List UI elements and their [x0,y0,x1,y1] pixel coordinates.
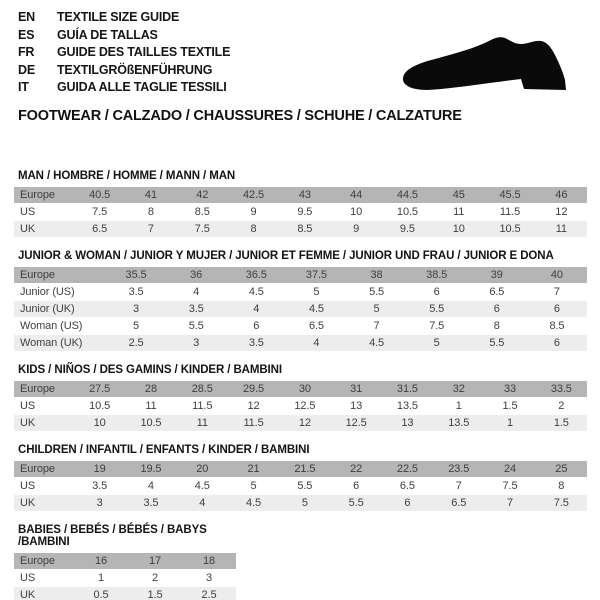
size-cell: 11.5 [192,400,213,412]
size-cell: 7 [455,480,462,492]
size-cell: 5 [433,337,440,349]
size-cell: 3.5 [188,303,204,315]
size-cell: 1.5 [147,589,163,600]
table-title: MAN / HOMBRE / HOMME / MANN / MAN [18,170,236,182]
size-cell: 5.5 [489,337,505,349]
size-cell: 6.5 [489,286,505,298]
size-cell: 35.5 [125,269,147,281]
language-line-it [18,79,230,97]
row-label: Woman (UK) [20,337,83,349]
size-cell: 45.5 [499,189,521,201]
size-cell: 1.5 [502,400,518,412]
row-label: Europe [20,269,55,281]
size-cell: 6 [404,497,411,509]
size-cell: 3 [133,303,140,315]
language-label: TEXTILGRÖßENFÜHRUNG [57,62,213,77]
size-cell: 13.5 [396,400,418,412]
language-line-es [18,27,230,45]
size-cell: 7.5 [553,497,569,509]
size-cell: 36 [190,269,203,281]
size-cell: 2.5 [201,589,217,600]
size-cell: 6 [553,303,560,315]
size-cell: 4.5 [308,303,324,315]
size-cell: 8.5 [549,320,565,332]
size-cell: 7 [553,286,560,298]
size-cell: 3 [205,572,213,584]
size-cell: 11 [453,206,465,218]
size-cell: 31 [350,383,363,395]
size-cell: 32 [452,383,465,395]
table-header-row [14,553,236,569]
size-cell: 33 [504,383,517,395]
size-cell: 4.5 [194,480,210,492]
size-cell: 4.5 [248,286,264,298]
size-cell: 22 [350,463,363,475]
size-cell: 1 [97,572,105,584]
size-cell: 11.5 [499,206,521,218]
size-cell: 44 [350,189,363,201]
size-cell: 4 [253,303,260,315]
size-cell: 6.5 [308,320,324,332]
language-label: GUIDE DES TAILLES TEXTILE [57,45,231,60]
size-cell: 2.5 [128,337,144,349]
size-cell: 37.5 [305,269,327,281]
size-cell: 46 [555,189,568,201]
row-label: Woman (US) [20,320,83,332]
size-cell: 40 [550,269,563,281]
size-cell: 2 [151,572,159,584]
size-cell: 7 [147,223,154,235]
size-cell: 5 [313,286,320,298]
size-cell: 7.5 [502,480,518,492]
table-row [14,587,236,600]
size-cell: 6.5 [92,223,108,235]
size-cell: 4.5 [246,497,262,509]
row-label: US [20,400,36,412]
size-table [14,250,587,351]
size-cell: 42 [196,189,209,201]
size-table [14,524,236,600]
size-cell: 7.5 [429,320,445,332]
size-cell: 7 [373,320,380,332]
size-cell: 28.5 [191,383,213,395]
table-header-row [14,381,587,397]
size-cell: 10 [93,417,106,429]
size-cell: 8 [147,206,154,218]
table-row [14,284,587,300]
size-cell: 17 [148,555,162,567]
category-title: FOOTWEAR / CALZADO / CHAUSSURES / SCHUHE / CALZATURE [18,108,462,124]
size-cell: 43 [298,189,311,201]
language-code: DE [18,62,35,77]
size-cell: 5 [250,480,257,492]
row-label: Junior (UK) [20,303,75,315]
size-cell: 5 [133,320,140,332]
size-cell: 4.5 [369,337,385,349]
size-cell: 18 [202,555,216,567]
size-cell: 22.5 [396,463,418,475]
size-cell: 42.5 [243,189,265,201]
size-cell: 13 [401,417,414,429]
size-cell: 38.5 [426,269,448,281]
size-cell: 33.5 [550,383,572,395]
size-cell: 16 [94,555,108,567]
size-cell: 7.5 [194,223,210,235]
size-cell: 39 [490,269,503,281]
size-cell: 10.5 [89,400,111,412]
row-label: UK [20,417,36,429]
size-cell: 5.5 [297,480,313,492]
table-row [14,495,587,511]
size-cell: 5 [301,497,308,509]
size-cell: 6 [353,480,360,492]
size-cell: 25 [555,463,568,475]
size-cell: 10 [350,206,363,218]
size-cell: 10.5 [396,206,418,218]
language-label: TEXTILE SIZE GUIDE [57,10,180,24]
size-cell: 8.5 [297,223,313,235]
size-cell: 28 [144,383,157,395]
size-cell: 5 [373,303,380,315]
size-cell: 45 [452,189,465,201]
table-title: JUNIOR & WOMAN / JUNIOR Y MUJER / JUNIOR ET FEMME / JUNIOR UND FRAU / JUNIOR E DONA [18,250,554,262]
size-cell: 8 [493,320,500,332]
size-cell: 12 [298,417,311,429]
table-row [14,204,587,220]
size-cell: 5.5 [348,497,364,509]
size-cell: 12.5 [294,400,316,412]
size-cell: 12 [247,400,260,412]
table-row [14,335,587,351]
size-cell: 3.5 [143,497,159,509]
size-cell: 4 [199,497,206,509]
language-line-fr [18,44,230,62]
table-title: BABIES / BEBÉS / BÉBÉS / BABYS /BAMBINI [18,524,207,548]
size-cell: 11 [196,417,208,429]
size-cell: 21.5 [294,463,316,475]
size-cell: 36.5 [245,269,267,281]
size-cell: 8 [558,480,565,492]
size-cell: 38 [370,269,383,281]
size-cell: 19.5 [140,463,162,475]
size-cell: 4 [147,480,154,492]
size-tables [14,170,587,600]
size-cell: 13.5 [448,417,470,429]
size-cell: 21 [247,463,260,475]
size-cell: 9 [353,223,360,235]
table-row [14,570,236,586]
size-cell: 13 [350,400,363,412]
size-cell: 30 [298,383,311,395]
row-label: Europe [20,383,55,395]
table-title: CHILDREN / INFANTIL / ENFANTS / KINDER / BAMBINI [18,444,310,456]
size-cell: 27.5 [89,383,111,395]
size-cell: 40.5 [89,189,111,201]
row-label: UK [20,223,36,235]
size-cell: 41 [144,189,157,201]
row-label: Europe [20,555,55,567]
size-cell: 9.5 [399,223,415,235]
table-row [14,318,587,334]
size-cell: 31.5 [396,383,418,395]
size-cell: 10.5 [140,417,162,429]
size-cell: 12 [555,206,568,218]
language-code: FR [18,45,35,60]
size-table [14,364,587,431]
size-cell: 5.5 [188,320,204,332]
size-cell: 3.5 [92,480,108,492]
dress-shoe-icon [395,22,575,97]
language-label: GUIDA ALLE TAGLIE TESSILI [57,80,227,95]
language-code: EN [18,10,35,24]
table-title: KIDS / NIÑOS / DES GAMINS / KINDER / BAMBINI [18,364,282,376]
language-line-de [18,62,230,80]
row-label: US [20,480,36,492]
size-cell: 11 [145,400,157,412]
table-row [14,415,587,431]
language-title-block [18,9,230,97]
size-cell: 12.5 [345,417,367,429]
row-label: Europe [20,189,55,201]
size-table [14,444,587,511]
size-cell: 1 [455,400,462,412]
size-cell: 7.5 [92,206,108,218]
size-cell: 19 [93,463,106,475]
size-cell: 7 [507,497,514,509]
size-cell: 10.5 [499,223,521,235]
table-row [14,301,587,317]
size-cell: 24 [504,463,517,475]
row-label: UK [20,589,36,600]
language-line-en [18,9,230,27]
table-header-row [14,187,587,203]
size-cell: 3 [193,337,200,349]
size-cell: 9 [250,206,257,218]
size-cell: 1.5 [553,417,569,429]
size-cell: 9.5 [297,206,313,218]
size-cell: 11.5 [243,417,264,429]
size-cell: 3 [96,497,103,509]
size-cell: 3.5 [128,286,144,298]
table-header-row [14,267,587,283]
size-cell: 3.5 [248,337,264,349]
size-cell: 5.5 [369,286,385,298]
size-cell: 20 [196,463,209,475]
size-cell: 0.5 [93,589,109,600]
row-label: Junior (US) [20,286,75,298]
size-cell: 6 [433,286,440,298]
table-row [14,221,587,237]
size-cell: 4 [193,286,200,298]
size-cell: 11 [555,223,567,235]
size-cell: 8.5 [194,206,210,218]
size-table [14,170,587,237]
language-label: GUÍA DE TALLAS [57,27,158,42]
size-cell: 10 [452,223,465,235]
size-cell: 8 [250,223,257,235]
size-cell: 6 [553,337,560,349]
size-cell: 2 [558,400,565,412]
row-label: UK [20,497,36,509]
language-code: IT [18,80,29,95]
row-label: Europe [20,463,55,475]
row-label: US [20,572,36,584]
size-cell: 6.5 [399,480,415,492]
dress-shoe-path [403,37,566,90]
row-label: US [20,206,36,218]
language-code: ES [18,27,35,42]
size-cell: 6 [253,320,260,332]
size-cell: 29.5 [243,383,265,395]
table-row [14,478,587,494]
size-cell: 4 [313,337,320,349]
size-cell: 23.5 [448,463,470,475]
size-cell: 6 [493,303,500,315]
size-cell: 6.5 [451,497,467,509]
size-cell: 5.5 [429,303,445,315]
size-cell: 1 [507,417,514,429]
table-header-row [14,461,587,477]
table-row [14,398,587,414]
size-cell: 44.5 [396,189,418,201]
